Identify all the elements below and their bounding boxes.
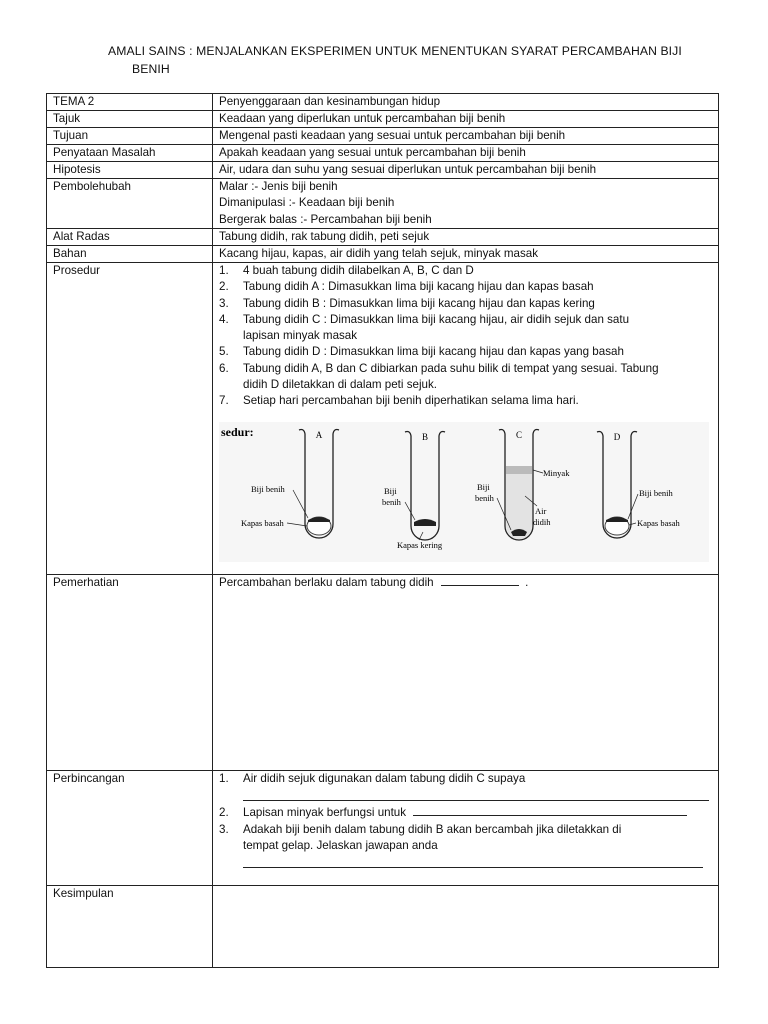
- discussion-answer-line[interactable]: [243, 854, 703, 868]
- tube-c-label: C: [515, 429, 523, 440]
- discussion-question: 1. Air didih sejuk digunakan dalam tabung didih C supaya: [219, 771, 708, 801]
- tema-label: TEMA 2: [47, 94, 213, 111]
- tujuan-value: Mengenal pasti keadaan yang sesuai untuk percambahan biji benih: [213, 128, 719, 145]
- pemerhatian-blank[interactable]: [441, 585, 519, 586]
- tube-b-label: B: [421, 431, 429, 442]
- row-tujuan: [47, 128, 719, 145]
- pembolehubah-malar: Malar :- Jenis biji benih: [219, 180, 338, 193]
- tube-c-oil: [506, 466, 532, 474]
- tube-d-label: D: [613, 431, 621, 442]
- alat-value: Tabung didih, rak tabung didih, peti sejuk: [213, 229, 719, 246]
- tube-a-seed-label: Biji benih: [251, 483, 285, 494]
- page-title: [108, 42, 708, 78]
- masalah-label: Penyataan Masalah: [47, 145, 213, 162]
- row-perbincangan: [47, 771, 719, 886]
- tube-b-cotton-label: Kapas kering: [397, 539, 443, 550]
- hipotesis-label: Hipotesis: [47, 162, 213, 179]
- tube-a-label: A: [315, 429, 323, 440]
- tube-d-seed-label: Biji benih: [639, 487, 673, 498]
- procedure-step: 7. Setiap hari percambahan biji benih diperhatikan selama lima hari.: [219, 394, 579, 408]
- pembolehubah-bergerak: Bergerak balas :- Percambahan biji benih: [219, 212, 432, 226]
- tube-b-seed-label-1: Biji: [384, 485, 397, 496]
- perbincangan-label: Perbincangan: [47, 771, 213, 886]
- tube-c-seed-label-1: Biji: [477, 481, 490, 492]
- tube-c-seed-label-2: benih: [475, 492, 494, 503]
- title-line-2: BENIH: [132, 62, 170, 76]
- procedure-list: [219, 263, 718, 410]
- procedure-step: 5. Tabung didih D : Dimasukkan lima biji kacang hijau dan kapas yang basah: [219, 345, 624, 359]
- experiment-diagram: [219, 422, 709, 562]
- title-line-1: AMALI SAINS : MENJALANKAN EKSPERIMEN UNTUK MENENTUKAN SYARAT PERCAMBAHAN BIJI: [108, 44, 682, 58]
- row-alat: [47, 229, 719, 246]
- row-hipotesis: [47, 162, 719, 179]
- pemerhatian-text: Percambahan berlaku dalam tabung didih: [219, 576, 434, 589]
- prosedur-label: Prosedur: [47, 263, 213, 575]
- discussion-question: 3. Adakah biji benih dalam tabung didih B akan bercambah jika diletakkan di tempat gelap. Jelaskan jawapan anda: [219, 822, 708, 869]
- row-pemerhatian: [47, 575, 719, 771]
- pembolehubah-label: Pembolehubah: [47, 179, 213, 229]
- tajuk-value: Keadaan yang diperlukan untuk percambahan biji benih: [213, 111, 719, 128]
- row-bahan: [47, 246, 719, 263]
- pemerhatian-end: .: [525, 576, 529, 589]
- pembolehubah-dimanipulasi: Dimanipulasi :- Keadaan biji benih: [219, 196, 395, 210]
- procedure-step: 3. Tabung didih B : Dimasukkan lima biji kacang hijau dan kapas kering: [219, 296, 595, 310]
- kesimpulan-value[interactable]: [213, 886, 719, 968]
- bahan-label: Bahan: [47, 246, 213, 263]
- tube-b-seed-label-2: benih: [382, 496, 401, 507]
- row-tajuk: [47, 111, 719, 128]
- tube-c-water-label-1: Air: [535, 505, 547, 516]
- hipotesis-value: Air, udara dan suhu yang sesuai diperlukan untuk percambahan biji benih: [213, 162, 719, 179]
- discussion-question: 2. Lapisan minyak berfungsi untuk: [219, 805, 708, 821]
- worksheet-table: [46, 93, 719, 968]
- tema-value: Penyenggaraan dan kesinambungan hidup: [213, 94, 719, 111]
- procedure-step: 1. 4 buah tabung didih dilabelkan A, B, C dan D: [219, 264, 474, 277]
- row-kesimpulan: [47, 886, 719, 968]
- tujuan-label: Tujuan: [47, 128, 213, 145]
- discussion-list: [219, 771, 718, 868]
- row-pembolehubah: [47, 179, 719, 229]
- procedure-step: 6. Tabung didih A, B dan C dibiarkan pada suhu bilik di tempat yang sesuai. Tabung didih D diletakkan di dalam peti sejuk.: [219, 361, 659, 392]
- alat-label: Alat Radas: [47, 229, 213, 246]
- tube-a-cotton-label: Kapas basah: [241, 517, 284, 528]
- pemerhatian-value: [213, 575, 719, 771]
- pemerhatian-label: Pemerhatian: [47, 575, 213, 771]
- row-tema: [47, 94, 719, 111]
- pembolehubah-value: [213, 179, 719, 229]
- row-prosedur: [47, 263, 719, 575]
- procedure-step: 2. Tabung didih A : Dimasukkan lima biji kacang hijau dan kapas basah: [219, 280, 594, 294]
- row-masalah: [47, 145, 719, 162]
- kesimpulan-label: Kesimpulan: [47, 886, 213, 968]
- tube-d-cotton-label: Kapas basah: [637, 517, 680, 528]
- discussion-answer-line[interactable]: [243, 787, 709, 801]
- discussion-answer-line[interactable]: [413, 815, 687, 816]
- diagram-background: [219, 422, 709, 562]
- prosedur-value: [213, 263, 719, 575]
- diagram-heading: sedur:: [221, 424, 254, 439]
- procedure-step: 4. Tabung didih C : Dimasukkan lima biji kacang hijau, air didih sejuk dan satu lapisan minyak masak: [219, 312, 630, 343]
- perbincangan-value: [213, 771, 719, 886]
- tajuk-label: Tajuk: [47, 111, 213, 128]
- masalah-value: Apakah keadaan yang sesuai untuk percambahan biji benih: [213, 145, 719, 162]
- tube-c-oil-label: Minyak: [543, 467, 570, 478]
- tube-c-water-label-2: didih: [533, 516, 551, 527]
- bahan-value: Kacang hijau, kapas, air didih yang telah sejuk, minyak masak: [213, 246, 719, 263]
